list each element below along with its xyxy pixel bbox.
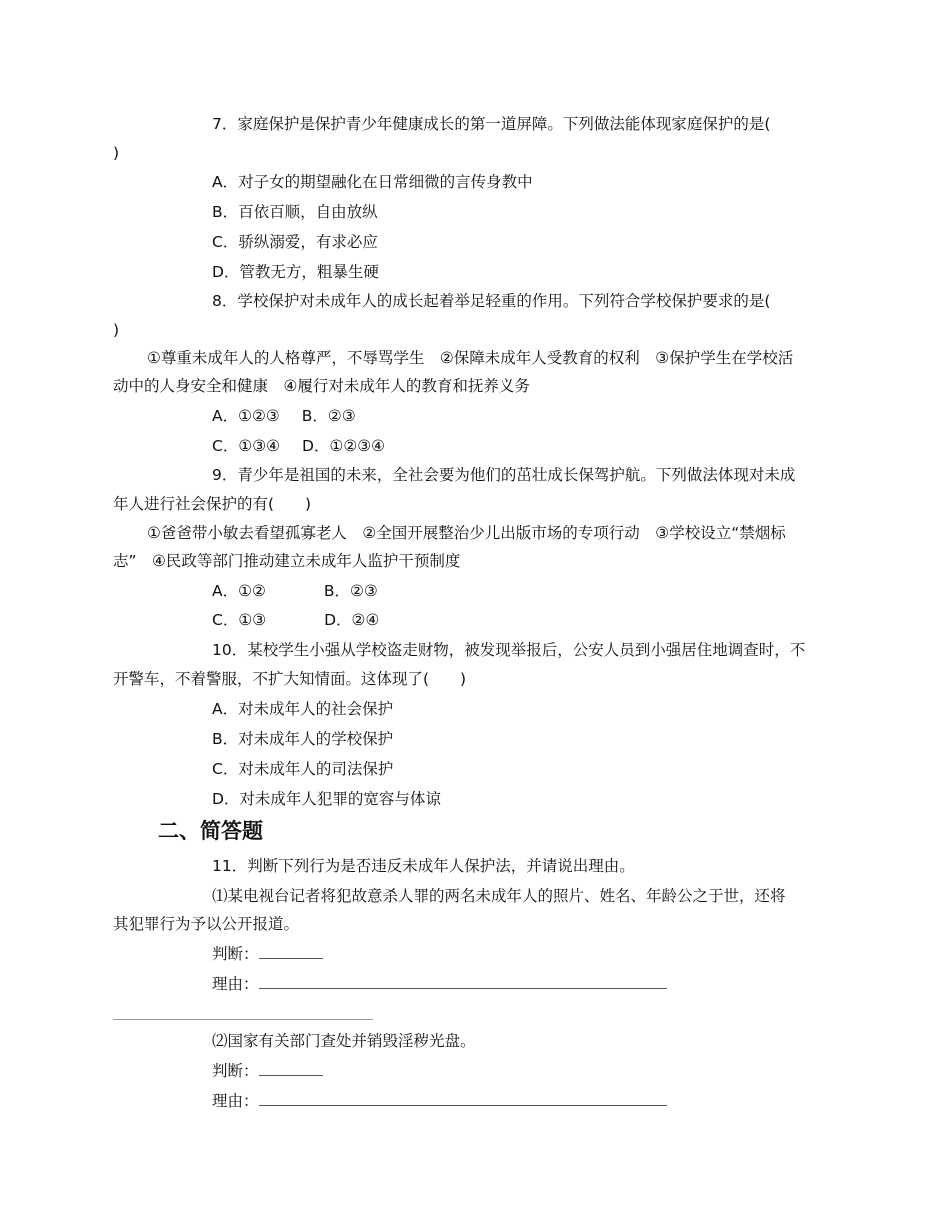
q8-option-a: A．①②③: [212, 407, 280, 425]
q7-option-d: D．管教无方，粗暴生硬: [212, 263, 379, 281]
q10-stem-line2: 开警车，不着警服，不扩大知情面。这体现了( ): [113, 670, 467, 688]
q8-items-line1: ①尊重未成年人的人格尊严，不辱骂学生 ②保障未成年人受教育的权利 ③保护学生在学校活: [147, 349, 794, 367]
q9-option-b: B．②③: [323, 582, 378, 600]
q10-option-c: C．对未成年人的司法保护: [212, 760, 394, 778]
q9-option-c: C．①③: [212, 611, 267, 629]
q8-options-row1: [212, 406, 356, 426]
q11-part2-reason: [212, 1091, 667, 1111]
q9-options-row1: [212, 581, 378, 601]
q8-options-row2: [212, 436, 385, 456]
q7-option-c: C．骄纵溺爱，有求必应: [212, 233, 378, 251]
reason-blank[interactable]: [259, 1091, 667, 1106]
q9-options-row2: [212, 610, 379, 630]
q11-part1-line1: ⑴某电视台记者将犯故意杀人罪的两名未成年人的照片、姓名、年龄公之于世，还将: [212, 887, 786, 905]
q8-option-c: C．①③④: [212, 437, 281, 455]
q8-option-d: D．①②③④: [302, 437, 386, 455]
section-heading: 二、简答题: [158, 819, 263, 843]
judge-blank[interactable]: [259, 944, 323, 959]
q8-stem-close: ): [113, 321, 120, 339]
q10-option-a: A．对未成年人的社会保护: [212, 700, 394, 718]
q7-option-b: B．百依百顺，自由放纵: [212, 203, 378, 221]
q11-part2: ⑵国家有关部门查处并销毁淫秽光盘。: [212, 1032, 476, 1050]
q8-items-line2: 动中的人身安全和健康 ④履行对未成年人的教育和抚养义务: [113, 377, 530, 395]
judge-label: 判断：: [212, 945, 259, 963]
q11-part1-judge: [212, 944, 323, 964]
q7-stem-close: ): [113, 144, 120, 162]
q10-option-d: D．对未成年人犯罪的宽容与体谅: [212, 790, 441, 808]
q11-part1-line2: 其犯罪行为予以公开报道。: [113, 915, 300, 933]
q9-items-line2: 志” ④民政等部门推动建立未成年人监护干预制度: [113, 552, 461, 570]
q8-stem: 8．学校保护对未成年人的成长起着举足轻重的作用。下列符合学校保护要求的是(: [212, 292, 771, 310]
q7-option-a: A．对子女的期望融化在日常细微的言传身教中: [212, 173, 533, 191]
q9-option-a: A．①②: [212, 582, 266, 600]
q11-stem: 11．判断下列行为是否违反未成年人保护法，并请说出理由。: [212, 857, 635, 875]
q11-part2-judge: [212, 1061, 323, 1081]
q10-stem-line1: 10．某校学生小强从学校盗走财物，被发现举报后，公安人员到小强居住地调查时，不: [212, 641, 806, 659]
q9-stem-line2: 年人进行社会保护的有( ): [113, 495, 312, 513]
q9-option-d: D．②④: [324, 611, 380, 629]
q11-part1-reason: [212, 974, 667, 994]
q7-stem: 7．家庭保护是保护青少年健康成长的第一道屏障。下列做法能体现家庭保护的是(: [212, 115, 771, 133]
reason-label: 理由：: [212, 1092, 259, 1110]
judge-blank[interactable]: [259, 1061, 323, 1076]
q10-option-b: B．对未成年人的学校保护: [212, 730, 394, 748]
q9-stem-line1: 9．青少年是祖国的未来，全社会要为他们的茁壮成长保驾护航。下列做法体现对未成: [212, 466, 796, 484]
reason-continuation-line[interactable]: [113, 1019, 373, 1020]
q9-items-line1: ①爸爸带小敏去看望孤寡老人 ②全国开展整治少儿出版市场的专项行动 ③学校设立“禁烟标: [147, 524, 786, 542]
reason-blank[interactable]: [259, 974, 667, 989]
judge-label: 判断：: [212, 1062, 259, 1080]
reason-label: 理由：: [212, 975, 259, 993]
q8-option-b: B．②③: [301, 407, 356, 425]
